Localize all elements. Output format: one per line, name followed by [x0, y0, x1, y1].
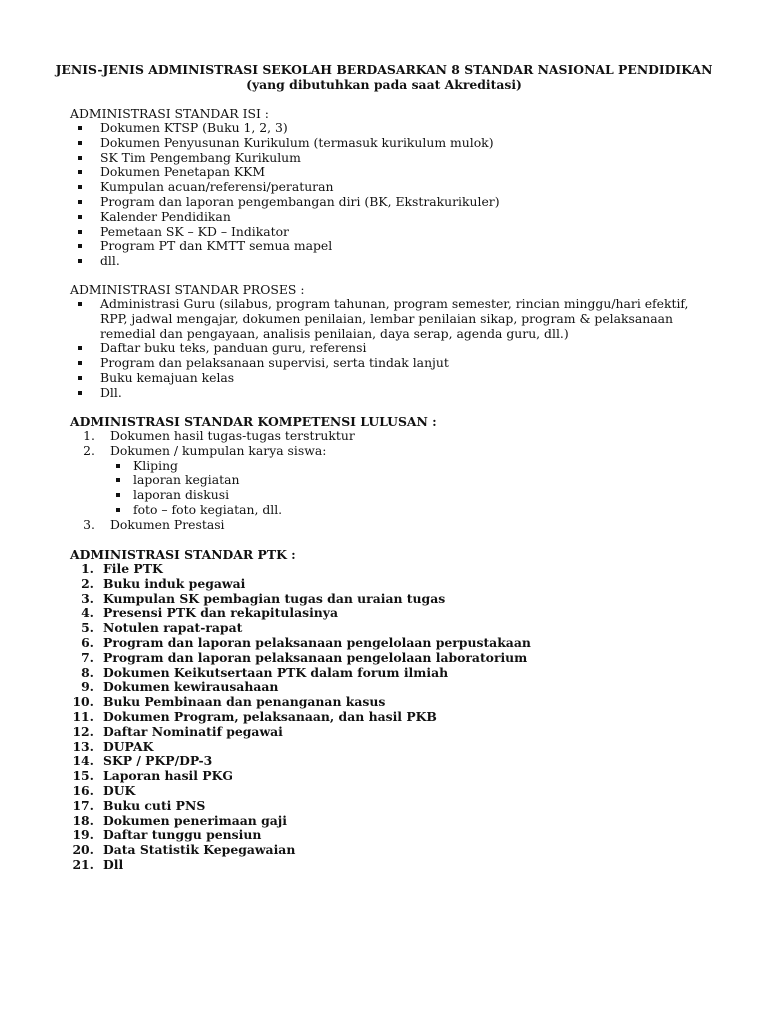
- list-item-text: Buku Pembinaan dan penanganan kasus: [103, 694, 386, 710]
- list-number: 10.: [72, 694, 94, 710]
- list-item: [70, 651, 531, 666]
- list-item: [70, 577, 531, 592]
- list-number: 2.: [83, 442, 95, 458]
- list-item-text: SKP / PKP/DP-3: [103, 753, 213, 769]
- section-heading-lulusan: ADMINISTRASI STANDAR KOMPETENSI LULUSAN :: [70, 414, 437, 429]
- list-number: 19.: [72, 827, 94, 843]
- list-number: 2.: [81, 575, 94, 591]
- list-number: 3.: [83, 516, 95, 532]
- list-item: [70, 518, 355, 533]
- list-item: [70, 444, 355, 518]
- list-number: 15.: [72, 768, 94, 784]
- list-item: [70, 843, 531, 858]
- list-item: [70, 680, 531, 695]
- list-item-text: Dll: [103, 856, 124, 872]
- list-item: SK Tim Pengembang Kurikulum: [70, 151, 500, 166]
- list-item: [70, 429, 355, 444]
- list-item-text: Dokumen Keikutsertaan PTK dalam forum ilmiah: [103, 664, 449, 680]
- list-item: Program dan laporan pengembangan diri (BK, Ekstrakurikuler): [70, 195, 500, 210]
- document-subtitle: (yang dibutuhkan pada saat Akreditasi): [246, 77, 522, 92]
- list-item: Program PT dan KMTT semua mapel: [70, 239, 500, 254]
- list-item: [70, 769, 531, 784]
- list-item: [70, 799, 531, 814]
- list-item-text: Daftar tunggu pensiun: [103, 827, 262, 843]
- list-item: Buku kemajuan kelas: [70, 371, 689, 386]
- list-item-text: Laporan hasil PKG: [103, 768, 233, 784]
- sublist-item: laporan diskusi: [113, 488, 355, 503]
- list-item-text: Program dan laporan pelaksanaan pengelolaan laboratorium: [103, 649, 528, 665]
- list-item-line: remedial dan pengayaan, analisis penilaian, daya serap, agenda guru, dll.): [100, 325, 569, 341]
- list-number: 6.: [81, 634, 94, 650]
- list-item: Dokumen KTSP (Buku 1, 2, 3): [70, 121, 500, 136]
- list-item: [70, 636, 531, 651]
- list-number: 5.: [81, 620, 94, 636]
- list-item-text: Daftar Nominatif pegawai: [103, 723, 283, 739]
- section-heading-ptk: ADMINISTRASI STANDAR PTK :: [70, 547, 296, 562]
- list-item: Dokumen Penetapan KKM: [70, 165, 500, 180]
- list-number: 1.: [81, 561, 94, 576]
- list-number: 1.: [83, 428, 95, 443]
- list-item-text: Buku induk pegawai: [103, 575, 246, 591]
- list-number: 9.: [81, 679, 94, 695]
- ptk-list: [70, 562, 531, 873]
- list-number: 20.: [72, 842, 94, 858]
- list-item: [70, 814, 531, 829]
- sublist-item: Kliping: [113, 459, 355, 474]
- list-item-text: File PTK: [103, 561, 163, 576]
- list-item-text: Kumpulan SK pembagian tugas dan uraian tugas: [103, 590, 446, 606]
- list-item: [70, 297, 689, 341]
- list-item: [70, 784, 531, 799]
- list-item: [70, 740, 531, 755]
- list-item: [70, 725, 531, 740]
- list-item: Program dan pelaksanaan supervisi, serta tindak lanjut: [70, 356, 689, 371]
- list-item-text: Buku cuti PNS: [103, 797, 206, 813]
- proses-list: [70, 297, 689, 401]
- isi-list: [70, 121, 500, 269]
- sublist-item: foto – foto kegiatan, dll.: [113, 503, 355, 518]
- list-item-text: Dokumen Prestasi: [110, 516, 225, 532]
- karya-siswa-sublist: [113, 459, 355, 518]
- list-number: 4.: [81, 605, 94, 621]
- list-number: 13.: [72, 738, 94, 754]
- list-item: Daftar buku teks, panduan guru, referensi: [70, 341, 689, 356]
- sublist-item: laporan kegiatan: [113, 473, 355, 488]
- list-item: Pemetaan SK – KD – Indikator: [70, 225, 500, 240]
- list-item: [70, 621, 531, 636]
- list-item: [70, 828, 531, 843]
- list-item: [70, 754, 531, 769]
- list-number: 11.: [72, 708, 94, 724]
- list-item-line: RPP, jadwal mengajar, dokumen penilaian, lembar penilaian sikap, program & pelaksanaan: [100, 310, 674, 326]
- list-number: 21.: [72, 856, 94, 872]
- list-item: [70, 592, 531, 607]
- list-item: Kalender Pendidikan: [70, 210, 500, 225]
- list-item-text: Dokumen Program, pelaksanaan, dan hasil PKB: [103, 708, 437, 724]
- list-number: 18.: [72, 812, 94, 828]
- list-item: Kumpulan acuan/referensi/peraturan: [70, 180, 500, 195]
- list-item-text: Dokumen penerimaan gaji: [103, 812, 287, 828]
- list-item-line: Administrasi Guru (silabus, program tahunan, program semester, rincian minggu/hari efektif,: [100, 296, 689, 311]
- list-item-text: Dokumen kewirausahaan: [103, 679, 279, 695]
- list-item: [70, 562, 531, 577]
- list-item-text: DUPAK: [103, 738, 154, 754]
- list-item: [70, 710, 531, 725]
- list-item-text: DUK: [103, 782, 136, 798]
- list-number: 7.: [81, 649, 94, 665]
- list-number: 14.: [72, 753, 94, 769]
- list-item-text: Dokumen / kumpulan karya siswa:: [110, 442, 327, 458]
- list-number: 12.: [72, 723, 94, 739]
- list-item: dll.: [70, 254, 500, 269]
- list-item-text: Presensi PTK dan rekapitulasinya: [103, 605, 339, 621]
- list-number: 3.: [81, 590, 94, 606]
- list-item: [70, 606, 531, 621]
- list-item: [70, 666, 531, 681]
- document-title: JENIS-JENIS ADMINISTRASI SEKOLAH BERDASARKAN 8 STANDAR NASIONAL PENDIDIKAN: [55, 62, 713, 77]
- lulusan-list: [70, 429, 355, 533]
- list-item-text: Data Statistik Kepegawaian: [103, 842, 296, 858]
- list-item-text: Dokumen hasil tugas-tugas terstruktur: [110, 428, 355, 443]
- list-item: Dll.: [70, 386, 689, 401]
- list-item: Dokumen Penyusunan Kurikulum (termasuk kurikulum mulok): [70, 136, 500, 151]
- list-item: [70, 858, 531, 873]
- section-heading-isi: ADMINISTRASI STANDAR ISI :: [70, 106, 269, 121]
- list-number: 17.: [72, 797, 94, 813]
- list-item-text: Notulen rapat-rapat: [103, 620, 243, 636]
- list-item: [70, 695, 531, 710]
- list-number: 16.: [72, 782, 94, 798]
- list-item-text: Program dan laporan pelaksanaan pengelolaan perpustakaan: [103, 634, 531, 650]
- section-heading-proses: ADMINISTRASI STANDAR PROSES :: [70, 282, 305, 297]
- list-number: 8.: [81, 664, 94, 680]
